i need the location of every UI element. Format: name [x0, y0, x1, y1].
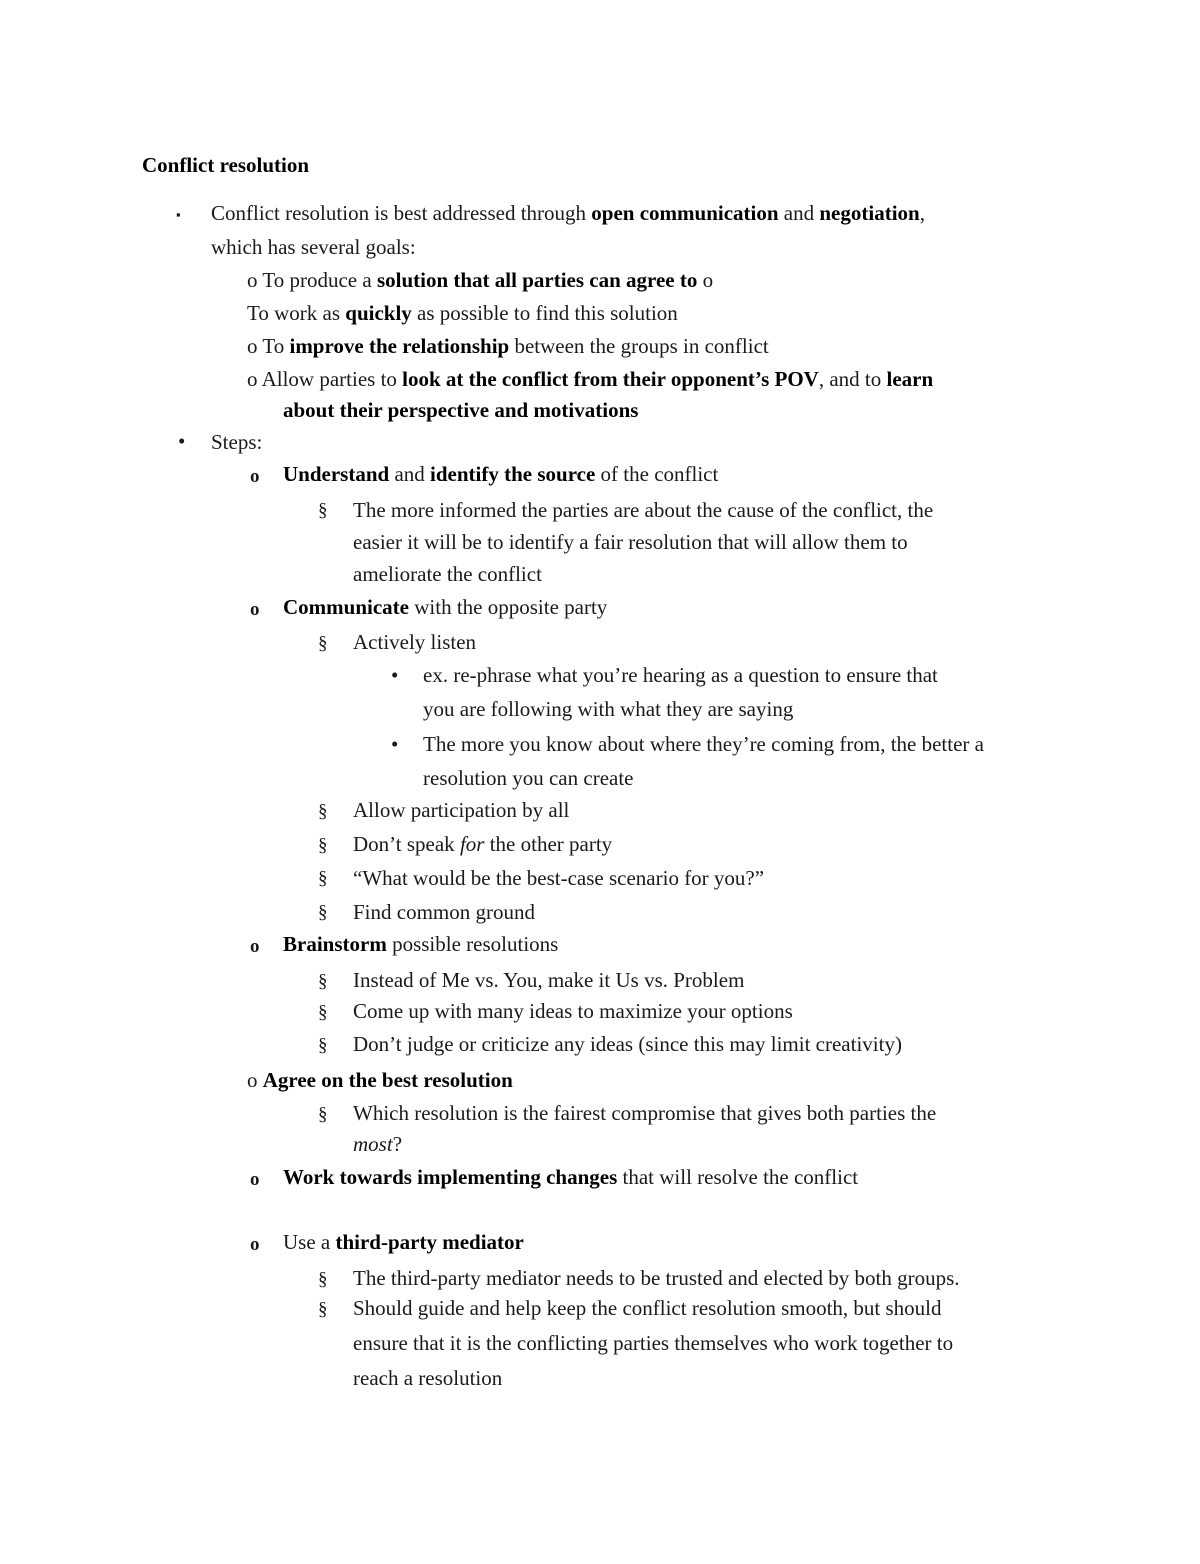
step-1-sub-1-line-3: ameliorate the conflict: [353, 562, 542, 586]
step-2-heading: Communicate with the opposite party: [283, 595, 608, 619]
bullet-icon: •: [391, 732, 399, 756]
section-bullet-icon: §: [318, 633, 328, 654]
step-6-sub-2-line-3: reach a resolution: [353, 1366, 503, 1390]
step-3-sub-3: Don’t judge or criticize any ideas (since this may limit creativity): [353, 1032, 902, 1056]
circle-bullet-icon: o: [250, 936, 260, 957]
section-bullet-icon: §: [318, 1269, 328, 1290]
bullet-icon: •: [391, 663, 399, 687]
step-4-heading: o Agree on the best resolution: [247, 1068, 513, 1092]
section-bullet-icon: §: [318, 902, 328, 923]
circle-bullet-icon: o: [250, 466, 260, 487]
step-6-sub-2-line-2: ensure that it is the conflicting parties themselves who work together to: [353, 1331, 954, 1355]
step-1-heading: Understand and identify the source of the conflict: [283, 462, 719, 486]
bullet-icon: •: [178, 429, 186, 453]
step-4-sub-1-line-1: Which resolution is the fairest compromise that gives both parties the: [353, 1101, 937, 1125]
step-2-bullet-1-line-1: ex. re-phrase what you’re hearing as a question to ensure that: [423, 663, 938, 687]
step-6-sub-1: The third-party mediator needs to be trusted and elected by both groups.: [353, 1266, 960, 1290]
circle-bullet-icon: o: [250, 599, 260, 620]
step-2-sub-4: “What would be the best-case scenario for you?”: [353, 866, 765, 890]
section-bullet-icon: §: [318, 1299, 328, 1320]
circle-bullet-icon: o: [250, 1169, 260, 1190]
step-2-sub-3: Don’t speak for the other party: [353, 832, 613, 856]
intro-line-1: Conflict resolution is best addressed through open communication and negotiation,: [211, 201, 925, 225]
step-3-heading: Brainstorm possible resolutions: [283, 932, 559, 956]
step-2-sub-5: Find common ground: [353, 900, 535, 924]
step-2-sub-1: Actively listen: [353, 630, 477, 654]
goal-4: o Allow parties to look at the conflict from their opponent’s POV, and to learn: [247, 367, 934, 391]
goal-3: o To improve the relationship between the groups in conflict: [247, 334, 769, 358]
section-bullet-icon: §: [318, 500, 328, 521]
step-3-sub-2: Come up with many ideas to maximize your options: [353, 999, 793, 1023]
document-title: Conflict resolution: [142, 153, 310, 177]
step-6-sub-2-line-1: Should guide and help keep the conflict resolution smooth, but should: [353, 1296, 942, 1320]
step-4-sub-1-line-2: most?: [353, 1132, 403, 1156]
step-2-bullet-1-line-2: you are following with what they are saying: [423, 697, 794, 721]
section-bullet-icon: §: [318, 1002, 328, 1023]
intro-line-2: which has several goals:: [211, 235, 416, 259]
step-1-sub-1-line-2: easier it will be to identify a fair resolution that will allow them to: [353, 530, 908, 554]
section-bullet-icon: §: [318, 868, 328, 889]
section-bullet-icon: §: [318, 971, 328, 992]
section-bullet-icon: §: [318, 835, 328, 856]
section-bullet-icon: §: [318, 801, 328, 822]
step-1-sub-1-line-1: The more informed the parties are about the cause of the conflict, the: [353, 498, 934, 522]
section-bullet-icon: §: [318, 1104, 328, 1125]
step-2-bullet-2-line-2: resolution you can create: [423, 766, 634, 790]
goal-1: o To produce a solution that all parties can agree to o: [247, 268, 714, 292]
goal-2: To work as quickly as possible to find this solution: [247, 301, 678, 325]
step-2-bullet-2-line-1: The more you know about where they’re coming from, the better a: [423, 732, 984, 756]
circle-bullet-icon: o: [250, 1234, 260, 1255]
step-6-heading: Use a third-party mediator: [283, 1230, 524, 1254]
section-bullet-icon: §: [318, 1035, 328, 1056]
step-5-heading: Work towards implementing changes that will resolve the conflict: [283, 1165, 859, 1189]
steps-label: Steps:: [211, 430, 263, 454]
goal-4-continued: about their perspective and motivations: [283, 398, 639, 422]
step-3-sub-1: Instead of Me vs. You, make it Us vs. Problem: [353, 968, 745, 992]
square-bullet-icon: ▪: [176, 207, 181, 222]
step-2-sub-2: Allow participation by all: [353, 798, 570, 822]
